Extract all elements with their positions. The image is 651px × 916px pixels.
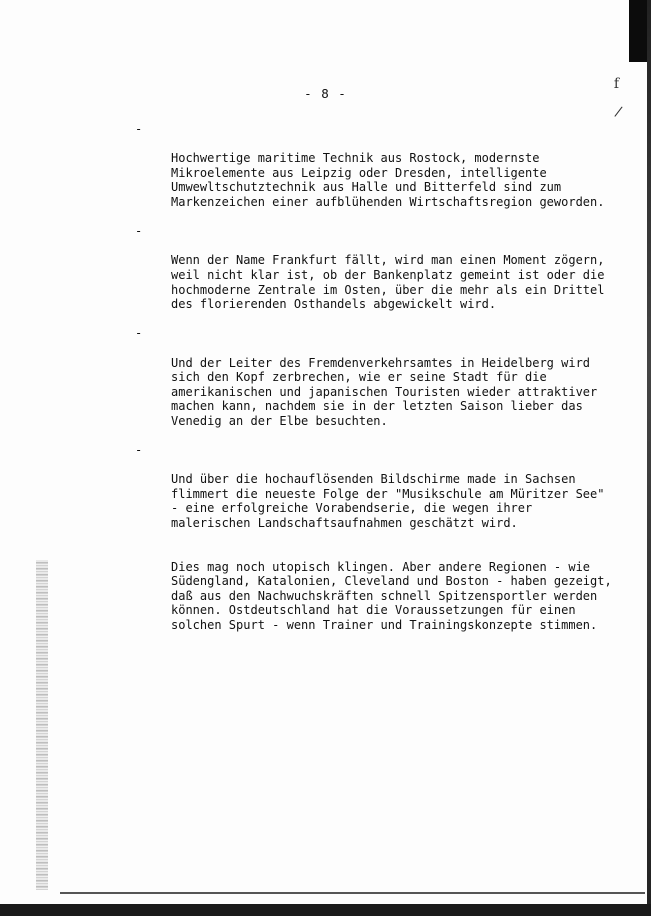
bullet-dash: -: [135, 122, 143, 136]
bullet-item: [135, 443, 615, 531]
margin-mark: f: [613, 76, 619, 92]
bullet-dash: -: [135, 224, 143, 239]
bullet-item: [135, 224, 615, 312]
scan-left-noise: [36, 560, 48, 890]
bullet-text: Hochwertige maritime Technik aus Rostock, modernste Mikroelemente aus Leipzig oder Dresden, intelligente Umwewltschutztechnik aus Halle und Bitterfeld sind zum Markenzeichen einer aufblühenden Wirtschaftsregion geworden.: [171, 151, 605, 209]
scan-bottom-line: [60, 892, 645, 894]
bullet-text: Wenn der Name Frankfurt fällt, wird man einen Moment zögern, weil nicht klar ist, ob der Bankenplatz gemeint ist oder die hochmoderne Zentrale im Osten, über die mehr als ein Drittel des florierenden Osthandels abgewickelt wird.: [171, 253, 605, 312]
bullet-text: Und über die hochauflösenden Bildschirme made in Sachsen flimmert die neueste Folge der "Musikschule am Müritzer See" - eine erfolgreiche Vorabendserie, die wegen ihrer malerischen Landschaftsaufnahmen geschätzt wird.: [171, 472, 605, 531]
closing-paragraph: Dies mag noch utopisch klingen. Aber andere Regionen - wie Südengland, Katalonien, Cleveland und Boston - haben gezeigt, daß aus den Nachwuchskräften schnell Spitzensportler werden können. Ostdeutschland hat die Voraussetzungen für einen solchen Spurt - wenn Trainer und Trainingskonzepte stimmen.: [171, 559, 612, 632]
bullet-text: Und der Leiter des Fremdenverkehrsamtes in Heidelberg wird sich den Kopf zerbrechen, wie er seine Stadt für die amerikanischen und japanischen Touristen wieder attraktiver machen kann, nachdem sie in der letzten Saison lieber das Venedig an der Elbe besuchten.: [171, 355, 598, 428]
margin-mark: /: [613, 103, 624, 121]
bullet-dash: -: [135, 443, 143, 458]
bullet-dash: -: [135, 326, 143, 341]
page-number: - 8 -: [304, 86, 347, 101]
document-body: [135, 122, 615, 633]
scan-edge-bottom: [0, 904, 651, 916]
bullet-item: [135, 326, 615, 428]
bullet-item: [135, 122, 615, 210]
scan-edge-right: [647, 0, 651, 916]
